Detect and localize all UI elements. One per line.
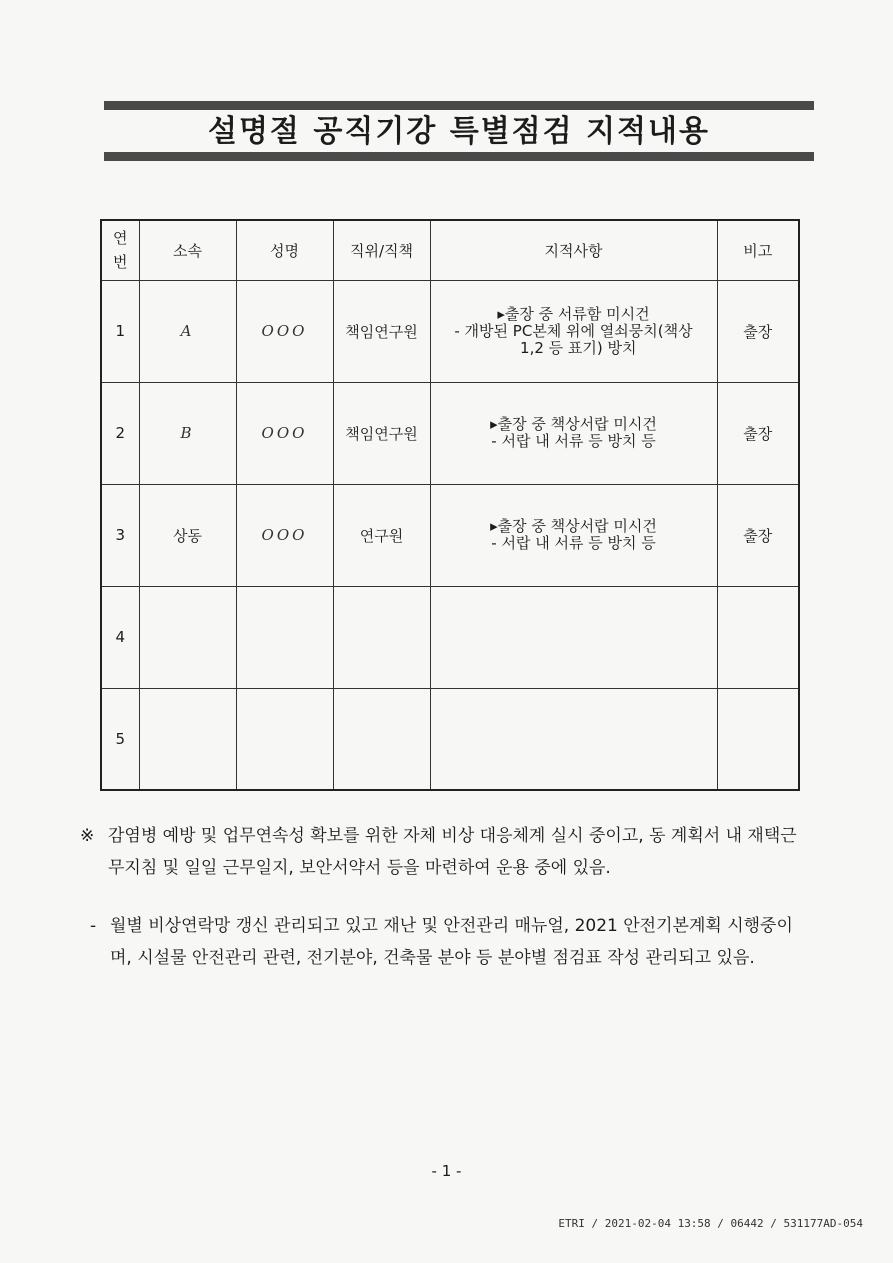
page-title: 설명절 공직기강 특별점검 지적내용 (207, 114, 711, 149)
cell-name: OOO (236, 382, 333, 484)
cell-remarks: 출장 (717, 280, 799, 382)
cell-no: 4 (101, 586, 139, 688)
cell-finding (430, 484, 717, 586)
findings-table (100, 219, 800, 791)
cell-name (236, 586, 333, 688)
table-row (101, 382, 799, 484)
header-affiliation: 소속 (139, 220, 236, 280)
cell-finding (430, 586, 717, 688)
cell-position: 책임연구원 (333, 382, 430, 484)
cell-no: 3 (101, 484, 139, 586)
cell-affiliation: A (139, 280, 236, 382)
note-paragraph (80, 820, 810, 884)
header-no (101, 220, 139, 280)
finding-line: 1,2 등 표기) 방치 (510, 338, 637, 357)
table-header-row (101, 220, 799, 280)
cell-finding (430, 382, 717, 484)
cell-remarks: 출장 (717, 382, 799, 484)
table-row (101, 688, 799, 790)
cell-name: OOO (236, 280, 333, 382)
note-text: 감염병 예방 및 업무연속성 확보를 위한 자체 비상 대응체계 실시 중이고, 동 계획서 내 재택근무지침 및 일일 근무일지, 보안서약서 등을 마련하여 운용 중에 있음. (108, 826, 797, 878)
print-footer: ETRI / 2021-02-04 13:58 / 06442 / 531177AD-054 (558, 1217, 863, 1230)
finding-line: ▸출장 중 서류함 미시건 (497, 304, 650, 323)
header-no-line1: 연 (113, 229, 128, 248)
title-bar-top (104, 101, 814, 110)
cell-name: OOO (236, 484, 333, 586)
cell-affiliation: B (139, 382, 236, 484)
page-number: - 1 - (431, 1162, 462, 1180)
table-row (101, 280, 799, 382)
cell-remarks (717, 688, 799, 790)
dash-text: 월별 비상연락망 갱신 관리되고 있고 재난 및 안전관리 매뉴얼, 2021 안전기본계획 시행중이며, 시설물 안전관리 관련, 전기분야, 건축물 분야 등 분야별 점검표 작성 관리되고 있음. (110, 916, 793, 968)
cell-no: 5 (101, 688, 139, 790)
finding-line: - 서랍 내 서류 등 방치 등 (491, 432, 656, 450)
dash-mark: - (90, 916, 97, 936)
finding-line: - 서랍 내 서류 등 방치 등 (491, 534, 656, 552)
cell-finding (430, 688, 717, 790)
cell-affiliation: 상동 (139, 484, 236, 586)
cell-remarks (717, 586, 799, 688)
cell-affiliation (139, 688, 236, 790)
cell-position: 책임연구원 (333, 280, 430, 382)
cell-affiliation (139, 586, 236, 688)
table-row (101, 484, 799, 586)
title-bar-bottom (104, 152, 814, 161)
dash-paragraph (90, 910, 810, 974)
finding-line: ▸출장 중 책상서랍 미시건 (490, 517, 657, 535)
header-finding: 지적사항 (430, 220, 717, 280)
header-position: 직위/직책 (333, 220, 430, 280)
header-no-line2: 번 (113, 253, 128, 272)
cell-no: 2 (101, 382, 139, 484)
cell-no: 1 (101, 280, 139, 382)
cell-remarks: 출장 (717, 484, 799, 586)
note-mark: ※ (80, 826, 95, 846)
header-name: 성명 (236, 220, 333, 280)
table-row (101, 586, 799, 688)
cell-position (333, 586, 430, 688)
cell-position (333, 688, 430, 790)
cell-position: 연구원 (333, 484, 430, 586)
cell-finding (430, 280, 717, 382)
finding-line: - 개방된 PC본체 위에 열쇠뭉치(책상 (454, 321, 693, 340)
finding-line: ▸출장 중 책상서랍 미시건 (490, 415, 657, 433)
header-remarks: 비고 (717, 220, 799, 280)
cell-name (236, 688, 333, 790)
